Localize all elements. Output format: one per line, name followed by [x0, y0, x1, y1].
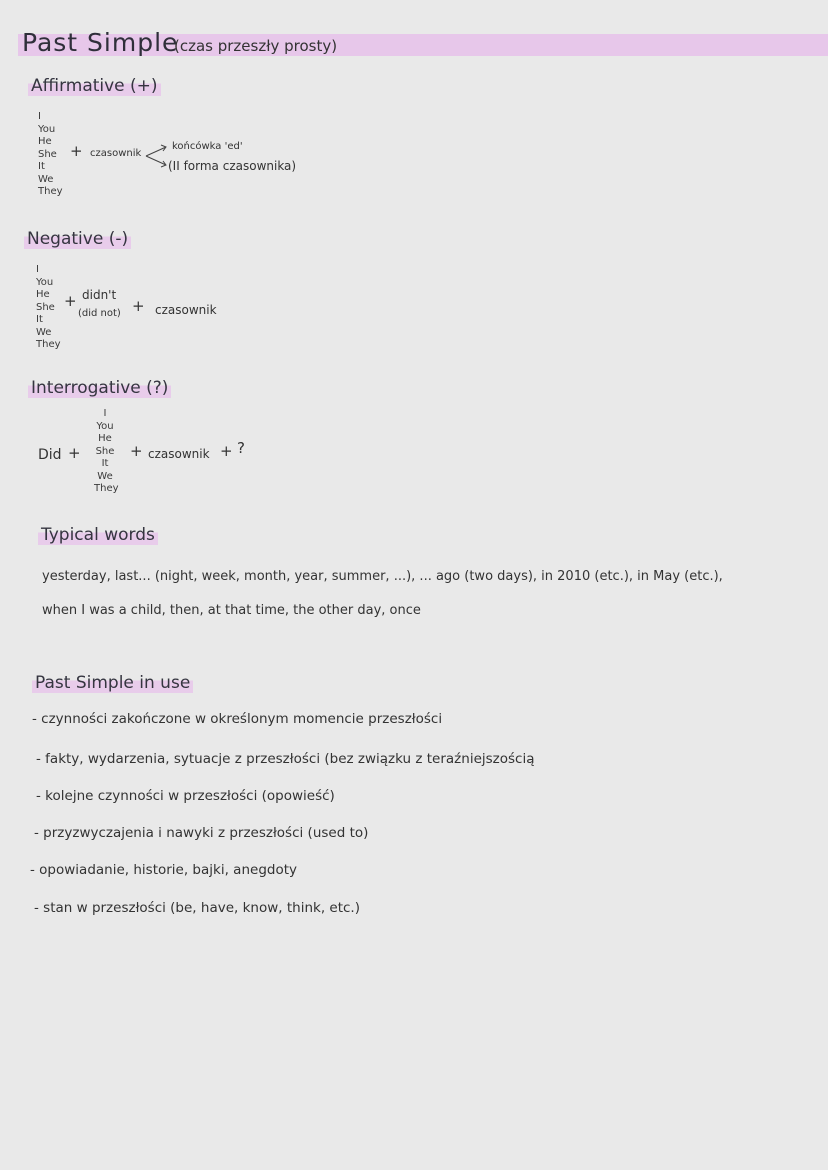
interrogative-verb: czasownik [148, 447, 210, 461]
use-item: - opowiadanie, historie, bajki, anegdoty [30, 862, 297, 878]
interrogative-plus-3: + [220, 442, 233, 460]
pronoun: I [38, 111, 41, 122]
pronoun: I [103, 408, 107, 419]
pronoun: I [36, 264, 39, 275]
pronoun: You [36, 276, 54, 288]
page-title: Past Simple [22, 28, 179, 57]
pronoun: He [38, 136, 52, 147]
affirmative-pronoun-list [38, 111, 63, 199]
pronoun: It [38, 161, 45, 172]
use-item: - kolejne czynności w przeszłości (opowieść) [36, 788, 335, 804]
pronoun: She [36, 301, 55, 313]
question-mark: ? [237, 439, 245, 457]
pronoun: They [94, 483, 119, 494]
pronoun: We [38, 173, 54, 185]
pronoun: We [36, 326, 52, 338]
affirmative-verb: czasownik [90, 148, 142, 159]
pronoun: He [98, 433, 112, 444]
branch-arrows-icon [144, 142, 170, 170]
interrogative-plus-1: + [68, 444, 81, 462]
affirmative-heading: Affirmative (+) [28, 76, 161, 96]
interrogative-plus-2: + [130, 442, 143, 460]
negative-heading: Negative (-) [24, 229, 131, 249]
negative-plus-1: + [64, 292, 77, 310]
in-use-heading: Past Simple in use [32, 673, 193, 693]
pronoun: It [101, 458, 109, 469]
pronoun: You [96, 420, 114, 432]
interrogative-heading: Interrogative (?) [28, 378, 171, 398]
use-item: - czynności zakończone w określonym momencie przeszłości [32, 711, 443, 727]
pronoun: You [38, 123, 56, 135]
use-item: - przyzwyczajenia i nawyki z przeszłości (used to) [34, 825, 369, 841]
typical-words-line-2: when I was a child, then, at that time, the other day, once [42, 603, 421, 618]
negative-verb: czasownik [155, 303, 217, 317]
typical-words-heading: Typical words [38, 525, 158, 545]
page-subtitle: (czas przeszły prosty) [174, 37, 338, 55]
affirmative-plus: + [70, 142, 83, 160]
use-item: - fakty, wydarzenia, sytuacje z przeszłości (bez związku z teraźniejszością [36, 751, 535, 767]
use-item: - stan w przeszłości (be, have, know, think, etc.) [34, 900, 360, 916]
did-word: Did [38, 447, 62, 463]
pronoun: He [36, 289, 50, 300]
pronoun: She [38, 148, 57, 160]
ending-second-form: (II forma czasownika) [168, 159, 297, 173]
interrogative-pronoun-list [94, 408, 119, 496]
negative-pronoun-list [36, 264, 61, 352]
ending-ed: końcówka 'ed' [172, 141, 243, 152]
pronoun: It [36, 314, 43, 325]
did-not-note: (did not) [78, 308, 121, 319]
pronoun: They [38, 186, 63, 197]
pronoun: She [95, 445, 115, 457]
pronoun: They [36, 339, 61, 350]
didnt-word: didn't [82, 288, 117, 302]
pronoun: We [97, 470, 113, 482]
typical-words-line-1: yesterday, last... (night, week, month, year, summer, ...), ... ago (two days), in 2010 (etc.), in May (etc.), [42, 569, 723, 584]
negative-plus-2: + [132, 297, 145, 315]
